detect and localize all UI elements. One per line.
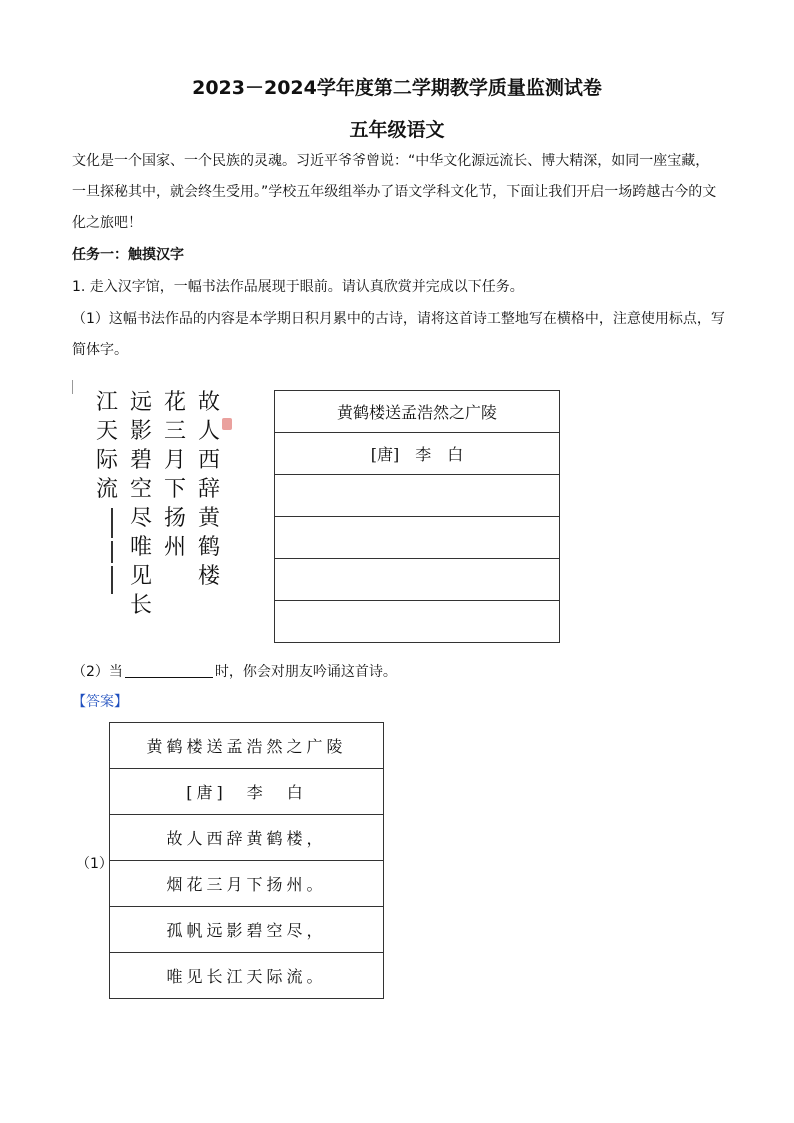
question-1-1-line2: 简体字。 bbox=[72, 342, 128, 358]
answer-row: 唯见长江天际流。 bbox=[110, 953, 384, 999]
poem-writing-grid bbox=[274, 390, 560, 643]
calligraphy-column: 远 影 碧 空 尽 唯 见 长 bbox=[129, 390, 152, 618]
intro-paragraph: 文化是一个国家、一个民族的灵魂。习近平爷爷曾说：“中华文化源远流长、博大精深，如同一座宝藏，一旦探秘其中，就会终生受用。”学校五年级组举办了语文学科文化节，下面让我们开启一场跨越古今的文化之旅吧！ bbox=[72, 153, 717, 231]
answer-tag: 【答案】 bbox=[72, 694, 128, 710]
answer-grid bbox=[109, 722, 384, 999]
calligraphy-column: 故 人 西 辞 黄 鹤 楼 bbox=[197, 390, 220, 589]
grid-row-blank[interactable] bbox=[275, 559, 560, 601]
question-1-2-before: （2）当 bbox=[72, 664, 123, 680]
question-1-1-line1: （1）这幅书法作品的内容是本学期日积月累中的古诗，请将这首诗工整地写在横格中，注意使用标点，写 bbox=[72, 311, 725, 327]
grid-row-title: 黄鹤楼送孟浩然之广陵 bbox=[275, 391, 560, 433]
question-1: 1. 走入汉字馆，一幅书法作品展现于眼前。请认真欣赏并完成以下任务。 bbox=[72, 279, 524, 295]
fill-blank[interactable] bbox=[125, 677, 213, 678]
margin-mark bbox=[72, 380, 73, 394]
exam-title: 2023－2024学年度第二学期教学质量监测试卷 bbox=[192, 77, 602, 99]
answer-row: 黄鹤楼送孟浩然之广陵 bbox=[110, 723, 384, 769]
exam-subtitle: 五年级语文 bbox=[349, 119, 445, 141]
answer-row: 故人西辞黄鹤楼， bbox=[110, 815, 384, 861]
calligraphy-column: 花 三 月 下 扬 州 bbox=[163, 390, 186, 560]
answer-row: 孤帆远影碧空尽， bbox=[110, 907, 384, 953]
signature-icon bbox=[98, 505, 126, 615]
calligraphy-column: 江 天 际 流 bbox=[95, 390, 118, 502]
grid-row-author: [唐] 李 白 bbox=[275, 433, 560, 475]
grid-row-blank[interactable] bbox=[275, 475, 560, 517]
answer-row: [唐] 李 白 bbox=[110, 769, 384, 815]
answer-label: （1） bbox=[76, 856, 113, 872]
seal-stamp-icon bbox=[222, 418, 232, 430]
grid-row-blank[interactable] bbox=[275, 517, 560, 559]
question-1-2 bbox=[72, 661, 397, 681]
answer-row: 烟花三月下扬州。 bbox=[110, 861, 384, 907]
task-heading: 任务一：触摸汉字 bbox=[72, 247, 184, 263]
grid-row-blank[interactable] bbox=[275, 601, 560, 643]
question-1-2-after: 时，你会对朋友吟诵这首诗。 bbox=[214, 664, 397, 680]
